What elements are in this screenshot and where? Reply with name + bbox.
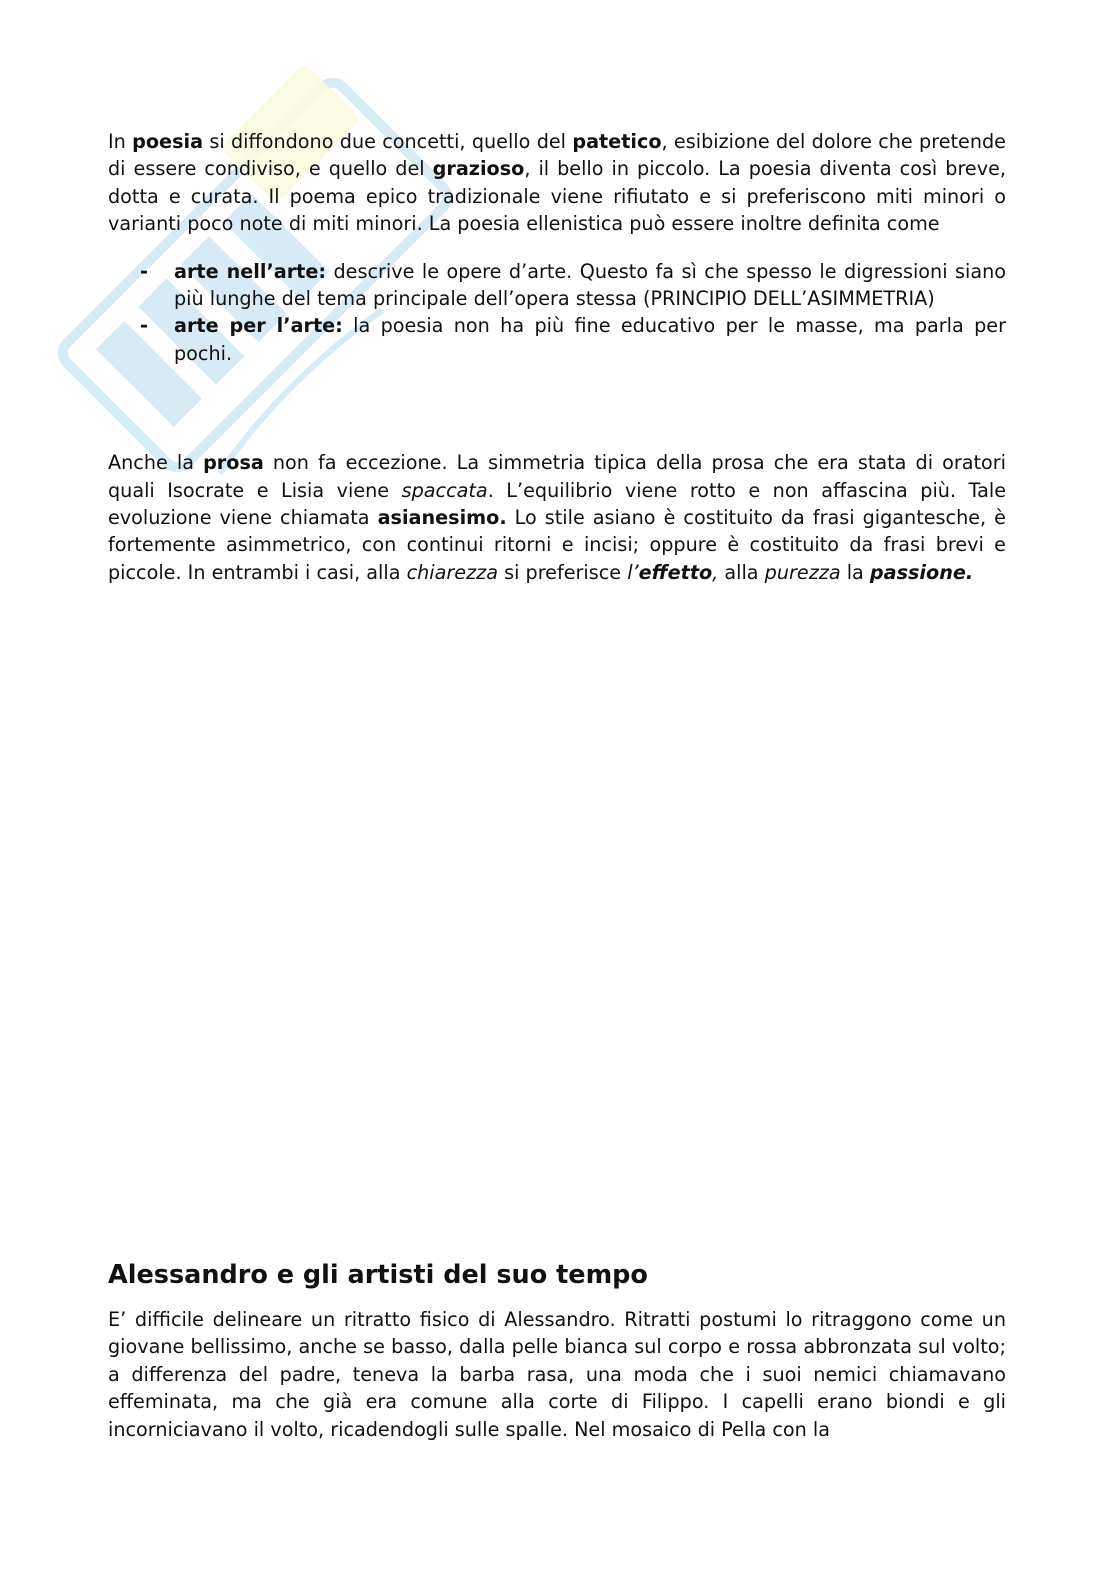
list-item (108, 312, 1006, 367)
page-body (108, 128, 1006, 586)
bold-term-patetico: patetico (572, 130, 662, 153)
paragraph-alessandro: E’ difficile delineare un ritratto fisico di Alessandro. Ritratti postumi lo ritraggono come un giovane bellissimo, anche se basso, dalla pelle bianca sul corpo e rossa abbronzata sul volto; a differenza del padre, teneva la barba rasa, una moda che i suoi nemici chiamavano effeminata, ma che già era comune alla corte di Filippo. I capelli erano biondi e gli incorniciavano il volto, ricadendogli sulle spalle. Nel mosaico di Pella con la (108, 1308, 1006, 1441)
bold-italic-term-effetto: effetto (638, 560, 713, 584)
text-run: la (840, 560, 870, 584)
definitions-list (108, 258, 1006, 368)
text-run: , esibizione del dolore che pretende di essere condiviso, e quello del (108, 130, 1006, 181)
text-run: non fa eccezione. La simmetria tipica della prosa che era stata di oratori quali Isocrate e Lisia viene (108, 451, 1006, 502)
bold-italic-term-passione: passione. (869, 560, 974, 584)
bold-term-poesia: poesia (132, 130, 204, 153)
italic-term-spaccata: spaccata (401, 478, 488, 502)
list-dash: - (140, 314, 148, 338)
text-run: Anche la (108, 451, 204, 475)
list-item-term: arte per l’arte: (174, 314, 343, 338)
text-run: , il bello in piccolo. La poesia diventa così breve, dotta e curata. Il poema epico tradizionale viene rifiutato e si preferiscono miti minori o varianti poco note di miti minori. La poesia ellenistica può essere inoltre definita come (108, 157, 1006, 236)
paragraph-prosa (108, 449, 1006, 586)
text-run: alla (718, 560, 765, 584)
list-item-text: la poesia non ha più fine educativo per le masse, ma parla per pochi. (174, 314, 1006, 365)
italic-comma: , (712, 560, 719, 584)
list-item-text: descrive le opere d’arte. Questo fa sì che spesso le digressioni siano più lunghe del tema principale dell’opera stessa (PRINCIPIO DELL’ASIMMETRIA) (174, 259, 1006, 311)
list-item-term: arte nell’arte: (174, 259, 327, 283)
text-run: Lo stile asiano è costituito da frasi gigantesche, è fortemente asimmetrico, con continui ritorni e incisi; oppure è costituito da frasi brevi e piccole. In entrambi i casi, alla (108, 506, 1006, 584)
text-run: In (108, 130, 133, 153)
bold-term-asianesimo: asianesimo. (377, 506, 507, 530)
list-item (108, 258, 1006, 313)
list-dash: - (140, 259, 148, 283)
paragraph-poesia (108, 128, 1006, 238)
section-heading: Alessandro e gli artisti del suo tempo (108, 1260, 648, 1290)
italic-term-purezza: purezza (764, 560, 841, 584)
text-run: . L’equilibrio viene rotto e non affascina più. Tale evoluzione viene chiamata (108, 478, 1006, 530)
italic-term-chiarezza: chiarezza (406, 560, 498, 584)
italic-article: l’ (627, 560, 639, 584)
text-run: si diffondono due concetti, quello del (203, 130, 573, 153)
bold-term-grazioso: grazioso (432, 157, 525, 181)
bold-term-prosa: prosa (203, 451, 264, 475)
text-run: si preferisce (497, 560, 628, 584)
